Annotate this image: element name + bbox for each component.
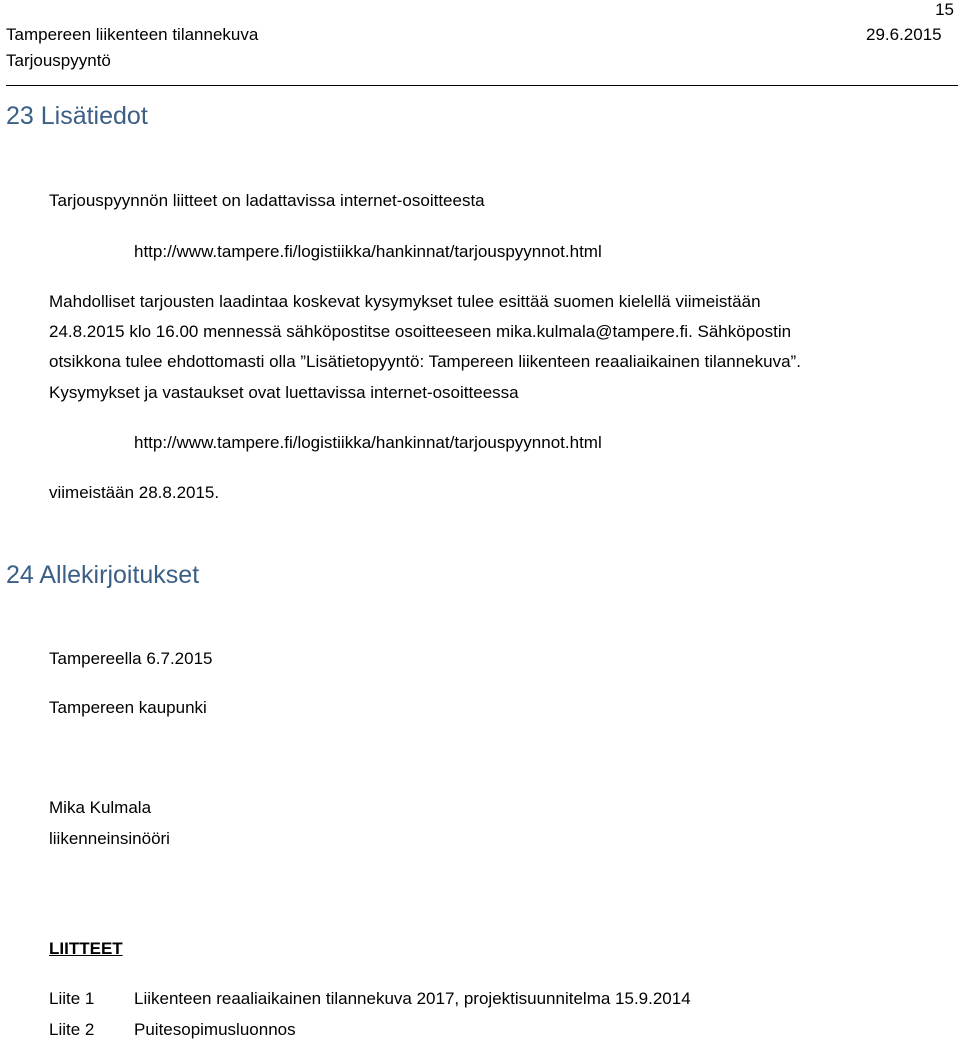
questions-paragraph-line-1: Mahdolliset tarjousten laadintaa koskevat kysymykset tulee esittää suomen kielellä viimeistään bbox=[49, 292, 761, 311]
header-rule bbox=[6, 85, 958, 86]
attachment-2-id: Liite 2 bbox=[49, 1020, 95, 1039]
signer-name: Mika Kulmala bbox=[49, 798, 152, 817]
document-date: 29.6.2015 bbox=[866, 25, 942, 44]
section-23-paragraph-1: Tarjouspyynnön liitteet on ladattavissa internet-osoitteesta bbox=[49, 191, 485, 210]
signature-organization: Tampereen kaupunki bbox=[49, 698, 207, 717]
attachments-url-link[interactable]: http://www.tampere.fi/logistiikka/hankinnat/tarjouspyynnot.html bbox=[134, 242, 602, 261]
attachment-2-description: Puitesopimusluonnos bbox=[134, 1020, 296, 1039]
attachment-1-id: Liite 1 bbox=[49, 989, 95, 1008]
section-24-heading: 24 Allekirjoitukset bbox=[6, 561, 200, 589]
questions-paragraph-line-4: Kysymykset ja vastaukset ovat luettavissa internet-osoitteessa bbox=[49, 383, 519, 402]
questions-paragraph-line-2: 24.8.2015 klo 16.00 mennessä sähköpostitse osoitteeseen mika.kulmala@tampere.fi. Sähköpostin bbox=[49, 322, 792, 341]
document-title: Tampereen liikenteen tilannekuva bbox=[6, 25, 259, 44]
attachment-1-description: Liikenteen reaaliaikainen tilannekuva 2017, projektisuunnitelma 15.9.2014 bbox=[134, 989, 691, 1008]
page-number: 15 bbox=[935, 0, 954, 19]
answers-url-link[interactable]: http://www.tampere.fi/logistiikka/hankinnat/tarjouspyynnot.html bbox=[134, 433, 602, 452]
document-subtitle: Tarjouspyyntö bbox=[6, 51, 111, 70]
section-23-heading: 23 Lisätiedot bbox=[6, 102, 148, 130]
attachments-heading: LIITTEET bbox=[49, 939, 123, 958]
signature-place-date: Tampereella 6.7.2015 bbox=[49, 649, 213, 668]
answers-deadline: viimeistään 28.8.2015. bbox=[49, 483, 220, 502]
signer-title: liikenneinsinööri bbox=[49, 829, 170, 848]
questions-paragraph-line-3: otsikkona tulee ehdottomasti olla ”Lisätietopyyntö: Tampereen liikenteen reaaliaikainen tilannekuva”. bbox=[49, 352, 801, 371]
